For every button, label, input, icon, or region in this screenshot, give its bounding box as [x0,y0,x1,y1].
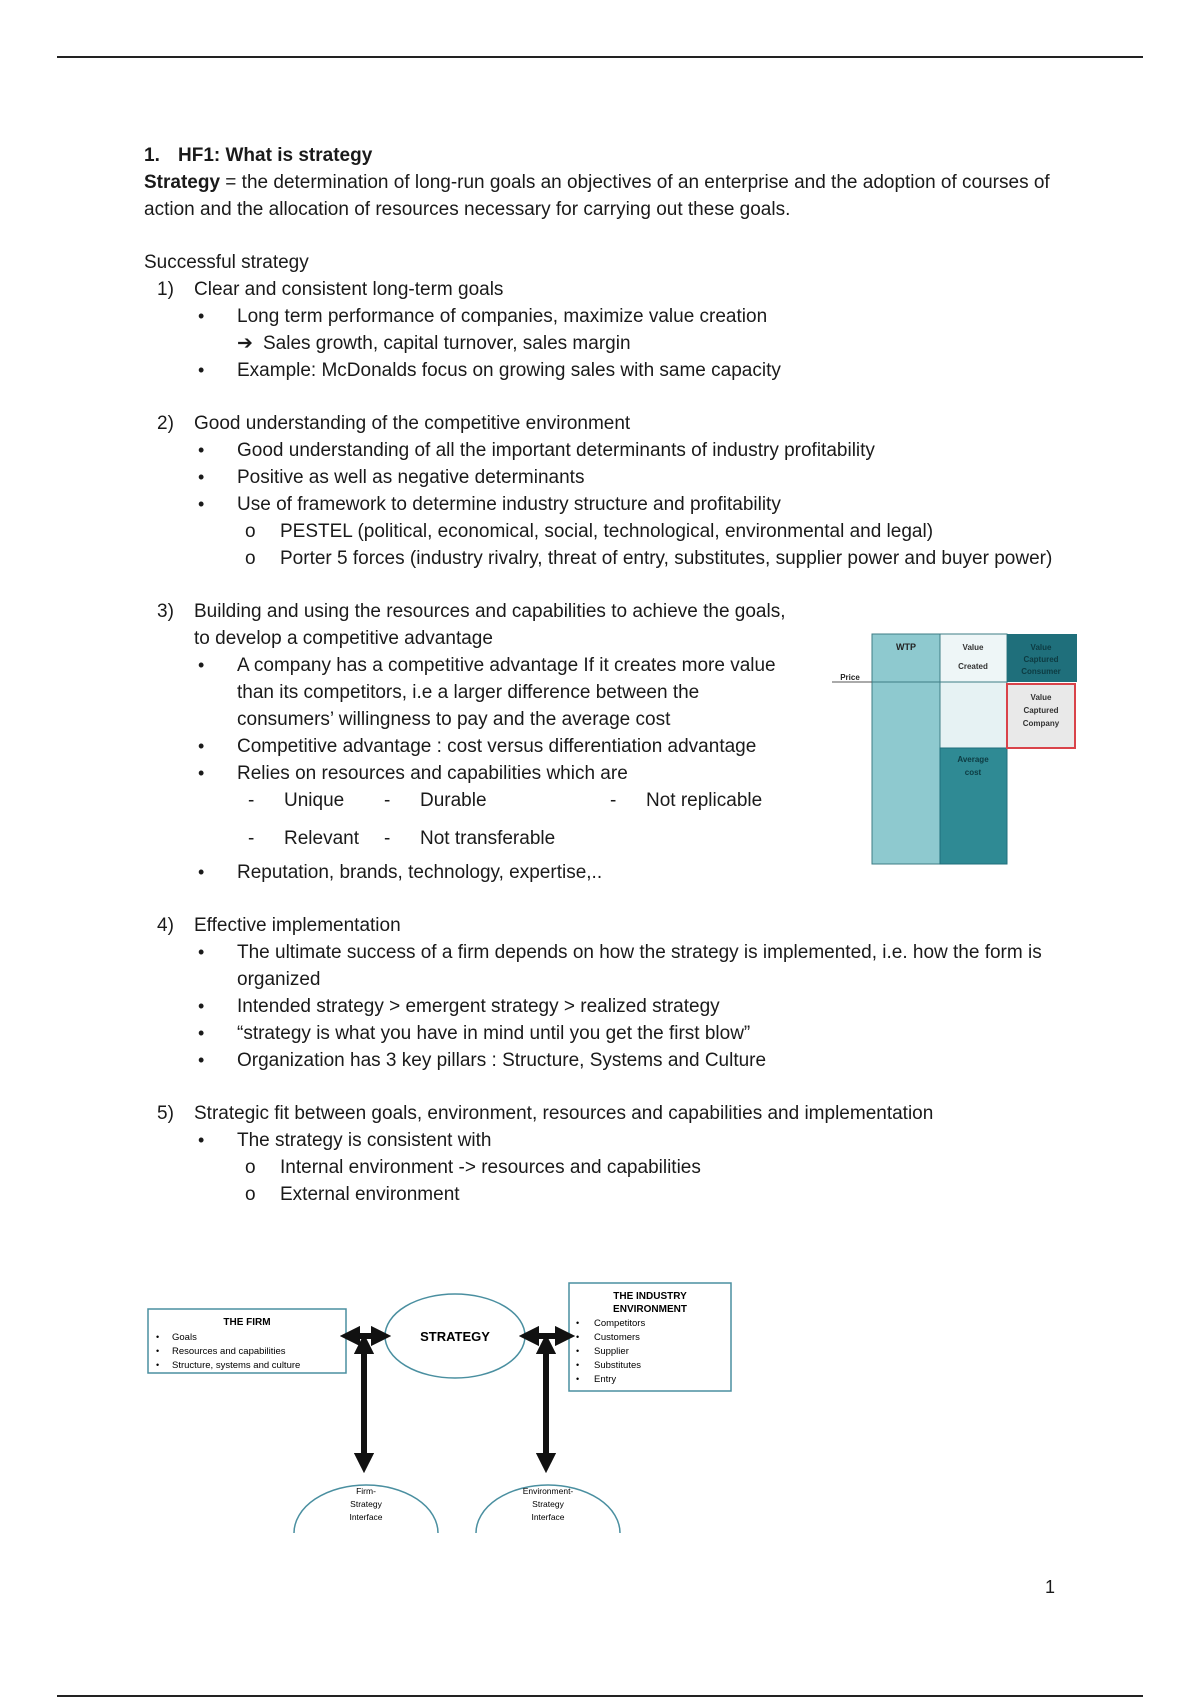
point-1-bullet-1: • Long term performance of companies, maximize value creation [144,303,1084,330]
consumer-label-1: Value [1030,643,1052,652]
point-5-title: 5) Strategic fit between goals, environment, resources and capabilities and implementation [157,1103,934,1124]
strategic-fit-diagram [142,1255,742,1535]
svg-text:•: • [576,1374,580,1384]
point-3-trait-row-1: - Unique - Durable - Not replicable [248,790,763,811]
firm-item-1: Goals [172,1332,197,1343]
point-2-bullet-3: • Use of framework to determine industry structure and profitability [144,491,1084,518]
firm-item-bullet: • [156,1346,160,1356]
point-3-bullet-4: • Reputation, brands, technology, expertise,.. [144,859,1084,886]
company-label-3: Company [1022,719,1060,728]
strategy-label: STRATEGY [420,1329,490,1344]
average-cost-label-1: Average [957,755,989,764]
point-3-bullet-2: • Competitive advantage : cost versus differentiation advantage [144,733,794,760]
consumer-label-3: Consumer [1021,667,1061,676]
firm-item-3: Structure, systems and culture [172,1360,301,1371]
point-1-title: 1) Clear and consistent long-term goals [157,279,504,300]
point-5-sub-2: o External environment [245,1184,460,1205]
firm-item-bullet: • [156,1360,160,1370]
point-4-bullet-1: • The ultimate success of a firm depends on how the strategy is implemented, i.e. how the form is organized [144,939,1084,993]
bottom-rule [57,1695,1143,1697]
top-rule [57,56,1143,58]
price-label: Price [840,673,860,682]
point-4-bullet-3: • “strategy is what you have in mind until you get the first blow” [144,1020,1084,1047]
point-5-sub-1: o Internal environment -> resources and capabilities [245,1157,701,1178]
point-2-title: 2) Good understanding of the competitive environment [157,413,631,434]
svg-text:•: • [576,1318,580,1328]
svg-text:•: • [576,1346,580,1356]
section-heading: 1. HF1: What is strategy [144,145,373,166]
firm-title: THE FIRM [223,1317,271,1328]
left-interface-3: Interface [349,1512,383,1522]
industry-item-5: Entry [594,1374,617,1385]
point-2-sub-2: o Porter 5 forces (industry rivalry, threat of entry, substitutes, supplier power and buyer power) [245,548,1053,569]
right-interface-3: Interface [531,1512,565,1522]
industry-title-1: THE INDUSTRY [613,1291,687,1302]
consumer-label-2: Captured [1023,655,1059,664]
right-interface-1: Environment- [522,1486,574,1496]
value-created-label-2: Created [958,662,988,671]
average-cost-label-2: cost [964,768,982,777]
value-created-middle [940,682,1007,748]
point-1-bullet-2: • Example: McDonalds focus on growing sales with same capacity [144,357,1084,384]
industry-title-2: ENVIRONMENT [613,1304,687,1315]
point-1-arrow-item: ➔ Sales growth, capital turnover, sales margin [144,330,1084,357]
point-3-bullet-3: • Relies on resources and capabilities which are [144,760,794,787]
company-label-2: Captured [1023,706,1059,715]
right-interface-2: Strategy [532,1499,564,1509]
arrow-icon: ➔ [237,333,253,354]
svg-text:•: • [576,1332,580,1342]
company-label-1: Value [1030,693,1052,702]
firm-item-2: Resources and capabilities [172,1346,286,1357]
point-4-bullet-2: • Intended strategy > emergent strategy > realized strategy [144,993,1084,1020]
point-2-bullet-1: • Good understanding of all the important determinants of industry profitability [144,437,1084,464]
point-3-trait-row-2: - Relevant - Not transferable [248,828,556,849]
value-creation-chart [832,620,1077,870]
industry-item-2: Customers [594,1332,640,1343]
left-interface-1: Firm- [356,1486,376,1496]
point-4-title: 4) Effective implementation [157,915,401,936]
firm-item-bullet: • [156,1332,160,1342]
page-number: 1 [1045,1577,1056,1597]
industry-item-3: Supplier [594,1346,629,1357]
value-created-label-1: Value [962,643,984,652]
point-2-bullet-2: • Positive as well as negative determinants [144,464,1084,491]
wtp-bar [872,634,940,864]
point-4-bullet-4: • Organization has 3 key pillars : Structure, Systems and Culture [144,1047,1084,1074]
industry-item-4: Substitutes [594,1360,641,1371]
industry-item-1: Competitors [594,1318,646,1329]
wtp-label: WTP [896,642,916,652]
svg-text:•: • [576,1360,580,1370]
value-created-top [940,634,1007,682]
point-2-sub-1: o PESTEL (political, economical, social, technological, environmental and legal) [245,521,934,542]
point-5-bullet-1: • The strategy is consistent with [144,1127,1084,1154]
average-cost-bar [940,748,1007,864]
strategy-definition: Strategy = the determination of long-run goals an objectives of an enterprise and the adoption of courses of action and the allocation of resources necessary for carrying out these goals. [144,172,1050,220]
successful-strategy-label: Successful strategy [144,252,309,273]
point-3-bullet-1: • A company has a competitive advantage If it creates more value than its competitors, i.e a larger difference between the consumers’ willingness to pay and the average cost [144,652,794,733]
left-interface-2: Strategy [350,1499,382,1509]
point-3-title: 3) Building and using the resources and capabilities to achieve the goals, to develop a competitive advantage [157,601,786,649]
